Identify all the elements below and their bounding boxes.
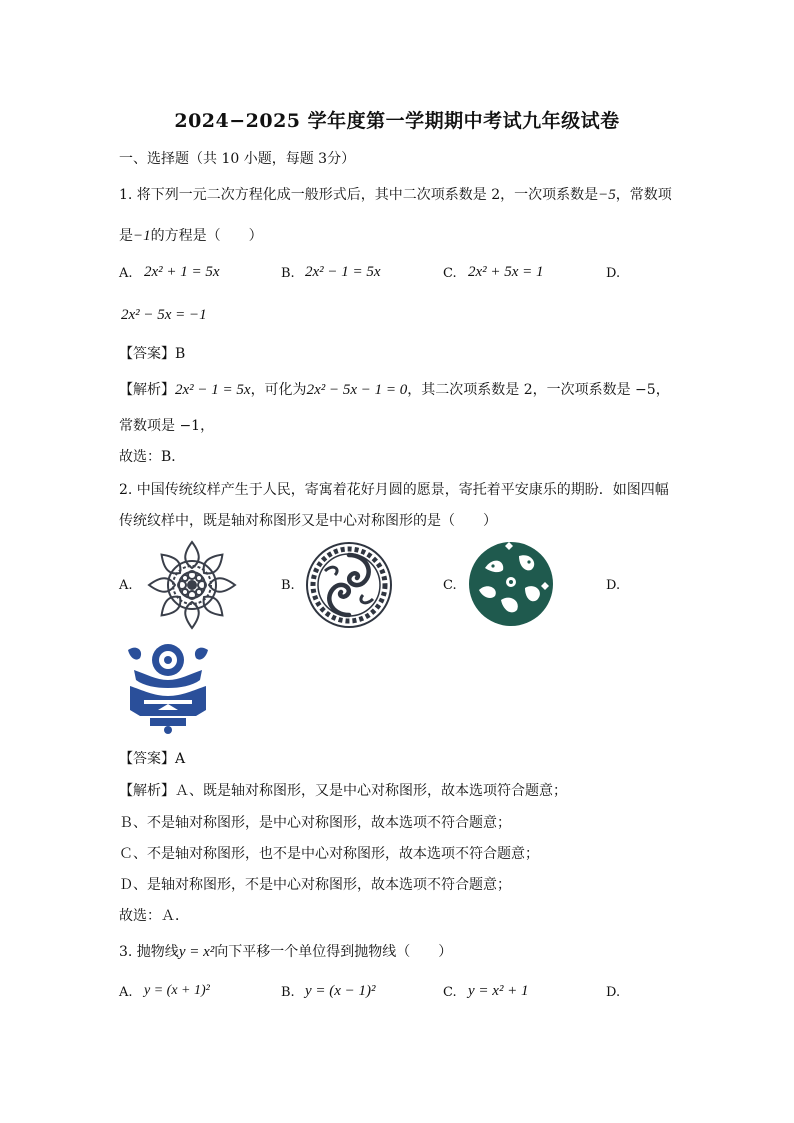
q1-analysis-text1: ，可化为 — [250, 382, 307, 398]
q2-answer: 【答案】A — [119, 751, 186, 767]
q1-option-c: 2x² + 5x = 1 — [468, 264, 544, 280]
q1-stem-text-3: 是 — [119, 228, 133, 244]
q2-analysis-line1: 【解析】Ａ、既是轴对称图形，又是中心对称图形，故本选项符合题意； — [119, 783, 567, 799]
q1-analysis-line1 — [119, 379, 670, 399]
q1-conclusion: 故选：B． — [119, 449, 186, 465]
q3-stem-text-2: 向下平移一个单位得到抛物线（ ） — [214, 944, 453, 960]
q1-stem-line1 — [119, 184, 672, 204]
q1-analysis-tag: 【解析】 — [119, 382, 175, 398]
q3-stem-eq: y = x² — [178, 944, 215, 960]
lotus-pattern-image — [145, 538, 239, 632]
q3-stem — [119, 941, 452, 961]
q1-option-c-label: C. — [443, 266, 457, 281]
q3-option-c-label: C. — [443, 985, 457, 1000]
q1-option-d-label: D. — [606, 266, 621, 281]
blue-motif-pattern-image — [122, 640, 214, 734]
q1-analysis-line2: 常数项是 −1， — [119, 418, 215, 434]
bird-pattern-image — [465, 538, 557, 630]
q3-option-a-label: A. — [119, 985, 133, 1000]
section-heading: 一、选择题（共 10 小题，每题 3分） — [119, 151, 356, 167]
q2-analysis-line3: Ｃ、不是轴对称图形，也不是中心对称图形，故本选项不符合题意； — [119, 846, 539, 862]
q1-option-d: 2x² − 5x = −1 — [121, 307, 207, 323]
q1-analysis-eq2: 2x² − 5x − 1 = 0 — [306, 382, 408, 398]
q2-analysis-line4: Ｄ、是轴对称图形，不是中心对称图形，故本选项不符合题意； — [119, 877, 511, 893]
q3-stem-text: 3. 抛物线 — [119, 944, 179, 960]
q2-stem-line1: 2. 中国传统纹样产生于人民，寄寓着花好月圆的愿景，寄托着平安康乐的期盼．如图四幅 — [119, 482, 669, 498]
q2-conclusion: 故选：Ａ． — [119, 908, 189, 924]
q1-option-a-label: A. — [119, 266, 133, 281]
q1-answer: 【答案】B — [119, 346, 186, 362]
q1-stem-line2 — [119, 225, 263, 245]
q1-stem-text-4: 的方程是（ ） — [150, 228, 263, 244]
q2-option-b-label: B. — [281, 578, 295, 593]
q2-option-c-label: C. — [443, 578, 457, 593]
q2-analysis-line2: Ｂ、不是轴对称图形，是中心对称图形，故本选项不符合题意； — [119, 815, 511, 831]
q2-option-a-label: A. — [119, 578, 133, 593]
q2-stem-line2: 传统纹样中，既是轴对称图形又是中心对称图形的是（ ） — [119, 513, 497, 529]
q1-stem-text-2: ，常数项 — [615, 187, 672, 203]
q2-option-d-label: D. — [606, 578, 621, 593]
q1-coef: −5 — [598, 187, 616, 203]
q1-analysis-eq1: 2x² − 1 = 5x — [175, 382, 251, 398]
q1-option-b-label: B. — [281, 266, 295, 281]
q3-option-b-label: B. — [281, 985, 295, 1000]
q3-option-c: y = x² + 1 — [468, 983, 529, 999]
q1-analysis-text2: ，其二次项系数是 2，一次项系数是 −5， — [407, 382, 670, 398]
q3-option-d-label: D. — [606, 985, 621, 1000]
q1-const: −1 — [133, 228, 151, 244]
q1-stem-text: 1. 将下列一元二次方程化成一般形式后，其中二次项系数是 2，一次项系数是 — [119, 187, 599, 203]
q3-option-b: y = (x − 1)² — [305, 983, 376, 999]
swirl-pattern-image — [305, 541, 393, 629]
q1-option-a: 2x² + 1 = 5x — [144, 264, 220, 280]
page-title: 2024−2025 学年度第一学期期中考试九年级试卷 — [174, 110, 620, 132]
q3-option-a: y = (x + 1)² — [144, 983, 210, 998]
q1-option-b: 2x² − 1 = 5x — [305, 264, 381, 280]
